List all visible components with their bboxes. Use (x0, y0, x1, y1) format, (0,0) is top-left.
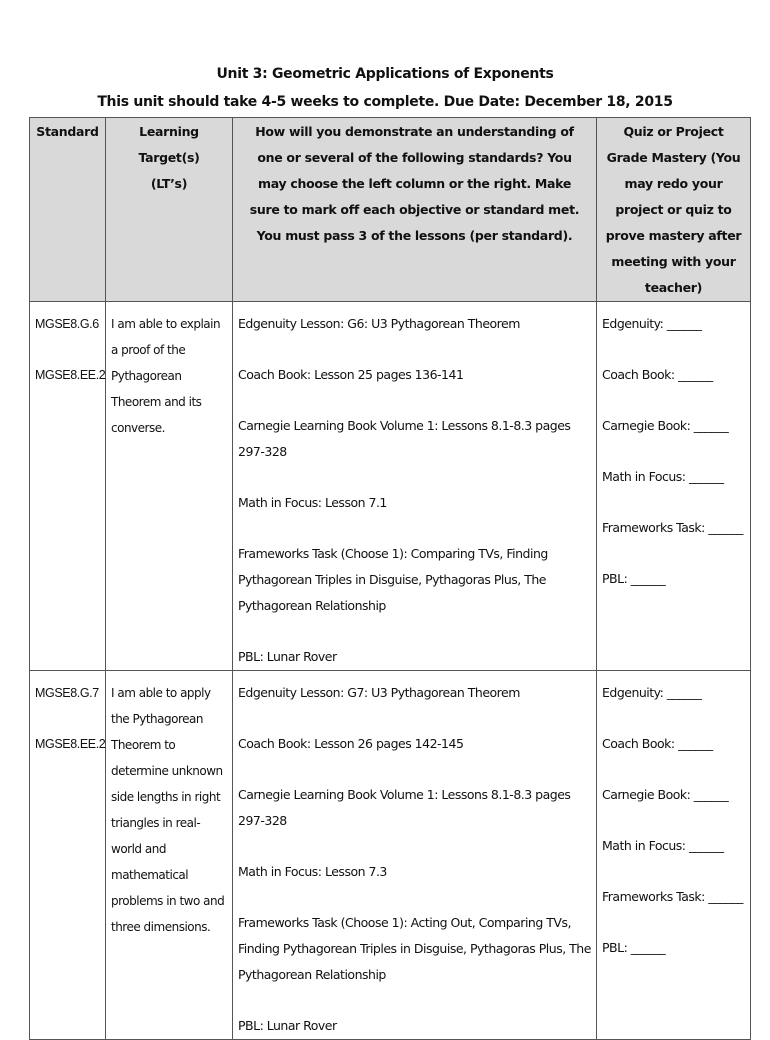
header-row (30, 118, 751, 302)
activity-item: Math in Focus: Lesson 7.3 (238, 864, 387, 879)
activity-item: Edgenuity Lesson: G7: U3 Pythagorean Theorem (238, 685, 520, 700)
grade-item: PBL: ______ (602, 940, 666, 955)
page-title: Unit 3: Geometric Applications of Exponents (216, 66, 554, 82)
grade-item: Frameworks Task: ______ (602, 520, 743, 535)
activity-item: Carnegie Learning Book Volume 1: Lessons 8.1-8.3 pages 297-328 (238, 787, 571, 828)
grade-item: Coach Book: ______ (602, 367, 713, 382)
page-subtitle: This unit should take 4-5 weeks to complete. Due Date: December 18, 2015 (97, 94, 673, 110)
header-learning-targets: Learning Target(s) (LT’s) (106, 118, 233, 302)
standard-code: MGSE8.EE.2 (35, 368, 106, 382)
activities-cell (233, 671, 597, 1040)
standard-code: MGSE8.G.7 (35, 686, 99, 700)
grade-item: Math in Focus: ______ (602, 469, 724, 484)
activity-item: Math in Focus: Lesson 7.1 (238, 495, 387, 510)
grade-item: Coach Book: ______ (602, 736, 713, 751)
activity-item: Frameworks Task (Choose 1): Acting Out, Comparing TVs, Finding Pythagorean Triples in Disguise, Pythagoras Plus, The Pythagorean Relationship (238, 915, 591, 982)
grade-item: Carnegie Book: ______ (602, 418, 729, 433)
header-demonstrate: How will you demonstrate an understanding of one or several of the following standards? You may choose the left column or the right. Make sure to mark off each objective or standard met. You must pass 3 of the lessons (per standard). (233, 118, 597, 302)
activity-item: Carnegie Learning Book Volume 1: Lessons 8.1-8.3 pages 297-328 (238, 418, 571, 459)
activity-item: Edgenuity Lesson: G6: U3 Pythagorean Theorem (238, 316, 520, 331)
activity-item: Coach Book: Lesson 25 pages 136-141 (238, 367, 464, 382)
grade-item: Edgenuity: ______ (602, 685, 702, 700)
standards-cell (30, 302, 106, 671)
table-row (30, 671, 751, 1040)
header-quiz: Quiz or Project Grade Mastery (You may redo your project or quiz to prove mastery after meeting with your teacher) (597, 118, 751, 302)
learning-target-cell: I am able to apply the Pythagorean Theorem to determine unknown side lengths in right triangles in real-world and mathematical problems in two and three dimensions. (106, 671, 233, 1040)
grades-cell (597, 302, 751, 671)
grade-item: PBL: ______ (602, 571, 666, 586)
standard-code: MGSE8.G.6 (35, 317, 99, 331)
activity-item: PBL: Lunar Rover (238, 1018, 337, 1033)
activity-item: PBL: Lunar Rover (238, 649, 337, 664)
grade-item: Frameworks Task: ______ (602, 889, 743, 904)
activity-item: Coach Book: Lesson 26 pages 142-145 (238, 736, 464, 751)
grade-item: Edgenuity: ______ (602, 316, 702, 331)
standards-cell (30, 671, 106, 1040)
standard-code: MGSE8.EE.2 (35, 737, 106, 751)
header-standard: Standard (30, 118, 106, 302)
grade-item: Math in Focus: ______ (602, 838, 724, 853)
unit-table (29, 117, 751, 1040)
table-row (30, 302, 751, 671)
activity-item: Frameworks Task (Choose 1): Comparing TVs, Finding Pythagorean Triples in Disguise, Pythagoras Plus, The Pythagorean Relationship (238, 546, 548, 613)
grade-item: Carnegie Book: ______ (602, 787, 729, 802)
grades-cell (597, 671, 751, 1040)
activities-cell (233, 302, 597, 671)
learning-target-cell: I am able to explain a proof of the Pythagorean Theorem and its converse. (106, 302, 233, 671)
